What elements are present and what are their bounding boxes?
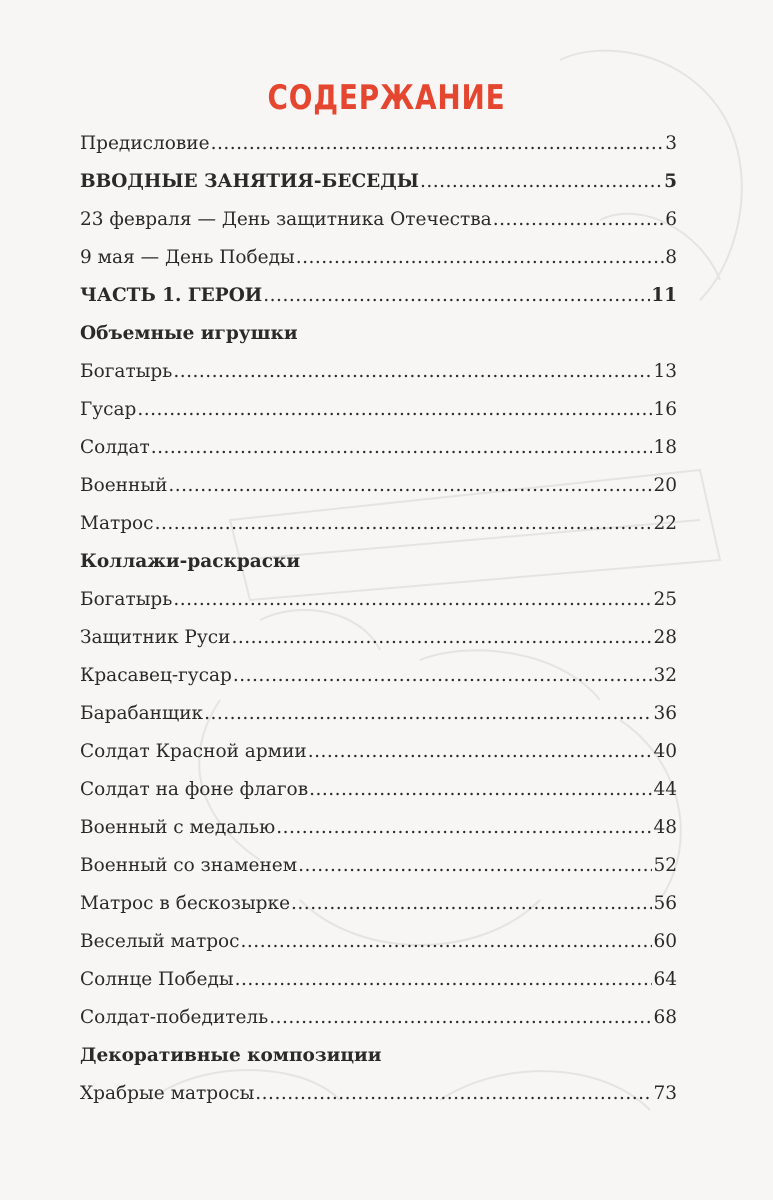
toc-leader-dots [173, 581, 652, 619]
toc-entry-label: Веселый матрос [80, 931, 240, 952]
toc-leader-dots [276, 809, 652, 847]
toc-leader-dots [263, 277, 650, 315]
toc-page-number: 16 [653, 399, 677, 420]
toc-entry [80, 239, 677, 277]
toc-page-number: 6 [665, 209, 677, 230]
toc-entry [80, 353, 677, 391]
toc-entry-label: Богатырь [80, 589, 173, 610]
toc-entry [80, 163, 677, 201]
toc-section-heading [80, 543, 677, 581]
toc-entry-label: Военный со знаменем [80, 855, 298, 876]
toc-entry [80, 581, 677, 619]
toc-page-number: 11 [651, 285, 677, 306]
toc-entry-label: Коллажи-раскраски [80, 551, 301, 572]
toc-entry-label: Защитник Руси [80, 627, 231, 648]
toc-entry-label: Солдат Красной армии [80, 741, 307, 762]
toc-leader-dots [211, 125, 665, 163]
toc-leader-dots [420, 163, 663, 201]
toc-entry-label: Солдат на фоне флагов [80, 779, 309, 800]
toc-page-number: 56 [653, 893, 677, 914]
toc-page-number: 8 [665, 247, 677, 268]
toc-entry [80, 201, 677, 239]
toc-entry [80, 619, 677, 657]
toc-page-number: 44 [653, 779, 677, 800]
toc-entry [80, 467, 677, 505]
toc-page-number: 3 [665, 133, 677, 154]
toc-leader-dots [269, 999, 652, 1037]
toc-entry-label: 9 мая — День Победы [80, 247, 295, 268]
toc-leader-dots [204, 695, 652, 733]
toc-entry [80, 923, 677, 961]
toc-entry [80, 695, 677, 733]
toc-leader-dots [255, 1075, 652, 1113]
toc-page-number: 13 [653, 361, 677, 382]
toc-page-number: 22 [653, 513, 677, 534]
toc-entry [80, 733, 677, 771]
toc-entry-label: Военный с медалью [80, 817, 276, 838]
toc-entry [80, 999, 677, 1037]
toc-entry-label: Барабанщик [80, 703, 204, 724]
toc-leader-dots [233, 657, 653, 695]
toc-page-number: 36 [653, 703, 677, 724]
toc-entry-label: 23 февраля — День защитника Отечества [80, 209, 492, 230]
toc-leader-dots [308, 733, 653, 771]
toc-entry [80, 885, 677, 923]
toc-leader-dots [173, 353, 652, 391]
toc-entry-label: Солдат-победитель [80, 1007, 269, 1028]
toc-entry-label: Солнце Победы [80, 969, 234, 990]
toc-entry-label: ВВОДНЫЕ ЗАНЯТИЯ-БЕСЕДЫ [80, 171, 419, 192]
toc-entry [80, 771, 677, 809]
toc-entry [80, 277, 677, 315]
toc-section-heading [80, 315, 677, 353]
toc-leader-dots [151, 429, 653, 467]
toc-leader-dots [231, 619, 652, 657]
toc-page-number: 68 [653, 1007, 677, 1028]
toc-entry [80, 657, 677, 695]
toc-leader-dots [493, 201, 665, 239]
toc-page-number: 73 [653, 1083, 677, 1104]
toc-leader-dots [291, 885, 652, 923]
toc-entry-label: Матрос [80, 513, 154, 534]
toc-page-number: 32 [653, 665, 677, 686]
page-title: СОДЕРЖАНИЕ [267, 78, 506, 118]
toc-page-number: 28 [653, 627, 677, 648]
toc-entry-label: Матрос в бескозырке [80, 893, 291, 914]
toc-page-number: 60 [653, 931, 677, 952]
toc-page-number: 64 [653, 969, 677, 990]
toc-entry-label: ЧАСТЬ 1. ГЕРОИ [80, 285, 263, 306]
toc-leader-dots [309, 771, 652, 809]
toc-entry-label: Объемные игрушки [80, 323, 298, 344]
toc-leader-dots [241, 923, 653, 961]
toc-leader-dots [168, 467, 652, 505]
toc-entry-label: Красавец-гусар [80, 665, 232, 686]
toc-entry [80, 847, 677, 885]
toc-entry [80, 429, 677, 467]
toc-entry [80, 125, 677, 163]
toc-entry-label: Предисловие [80, 133, 210, 154]
toc-leader-dots [298, 847, 652, 885]
toc-section-heading [80, 1037, 677, 1075]
toc-entry-label: Декоративные композиции [80, 1045, 382, 1066]
toc-entry [80, 391, 677, 429]
toc-entry [80, 961, 677, 999]
toc-entry-label: Богатырь [80, 361, 173, 382]
toc-leader-dots [137, 391, 652, 429]
toc-entry-label: Гусар [80, 399, 137, 420]
toc-entry-label: Военный [80, 475, 168, 496]
table-of-contents [80, 125, 677, 1113]
toc-page-number: 18 [653, 437, 677, 458]
toc-page-number: 52 [653, 855, 677, 876]
toc-leader-dots [235, 961, 653, 999]
toc-page-number: 20 [653, 475, 677, 496]
toc-page-number: 40 [653, 741, 677, 762]
toc-leader-dots [296, 239, 664, 277]
toc-entry [80, 1075, 677, 1113]
toc-entry-label: Храбрые матросы [80, 1083, 255, 1104]
toc-page-number: 5 [664, 171, 677, 192]
toc-page-number: 25 [653, 589, 677, 610]
toc-entry [80, 809, 677, 847]
toc-entry-label: Солдат [80, 437, 150, 458]
toc-leader-dots [155, 505, 653, 543]
toc-page-number: 48 [653, 817, 677, 838]
toc-entry [80, 505, 677, 543]
